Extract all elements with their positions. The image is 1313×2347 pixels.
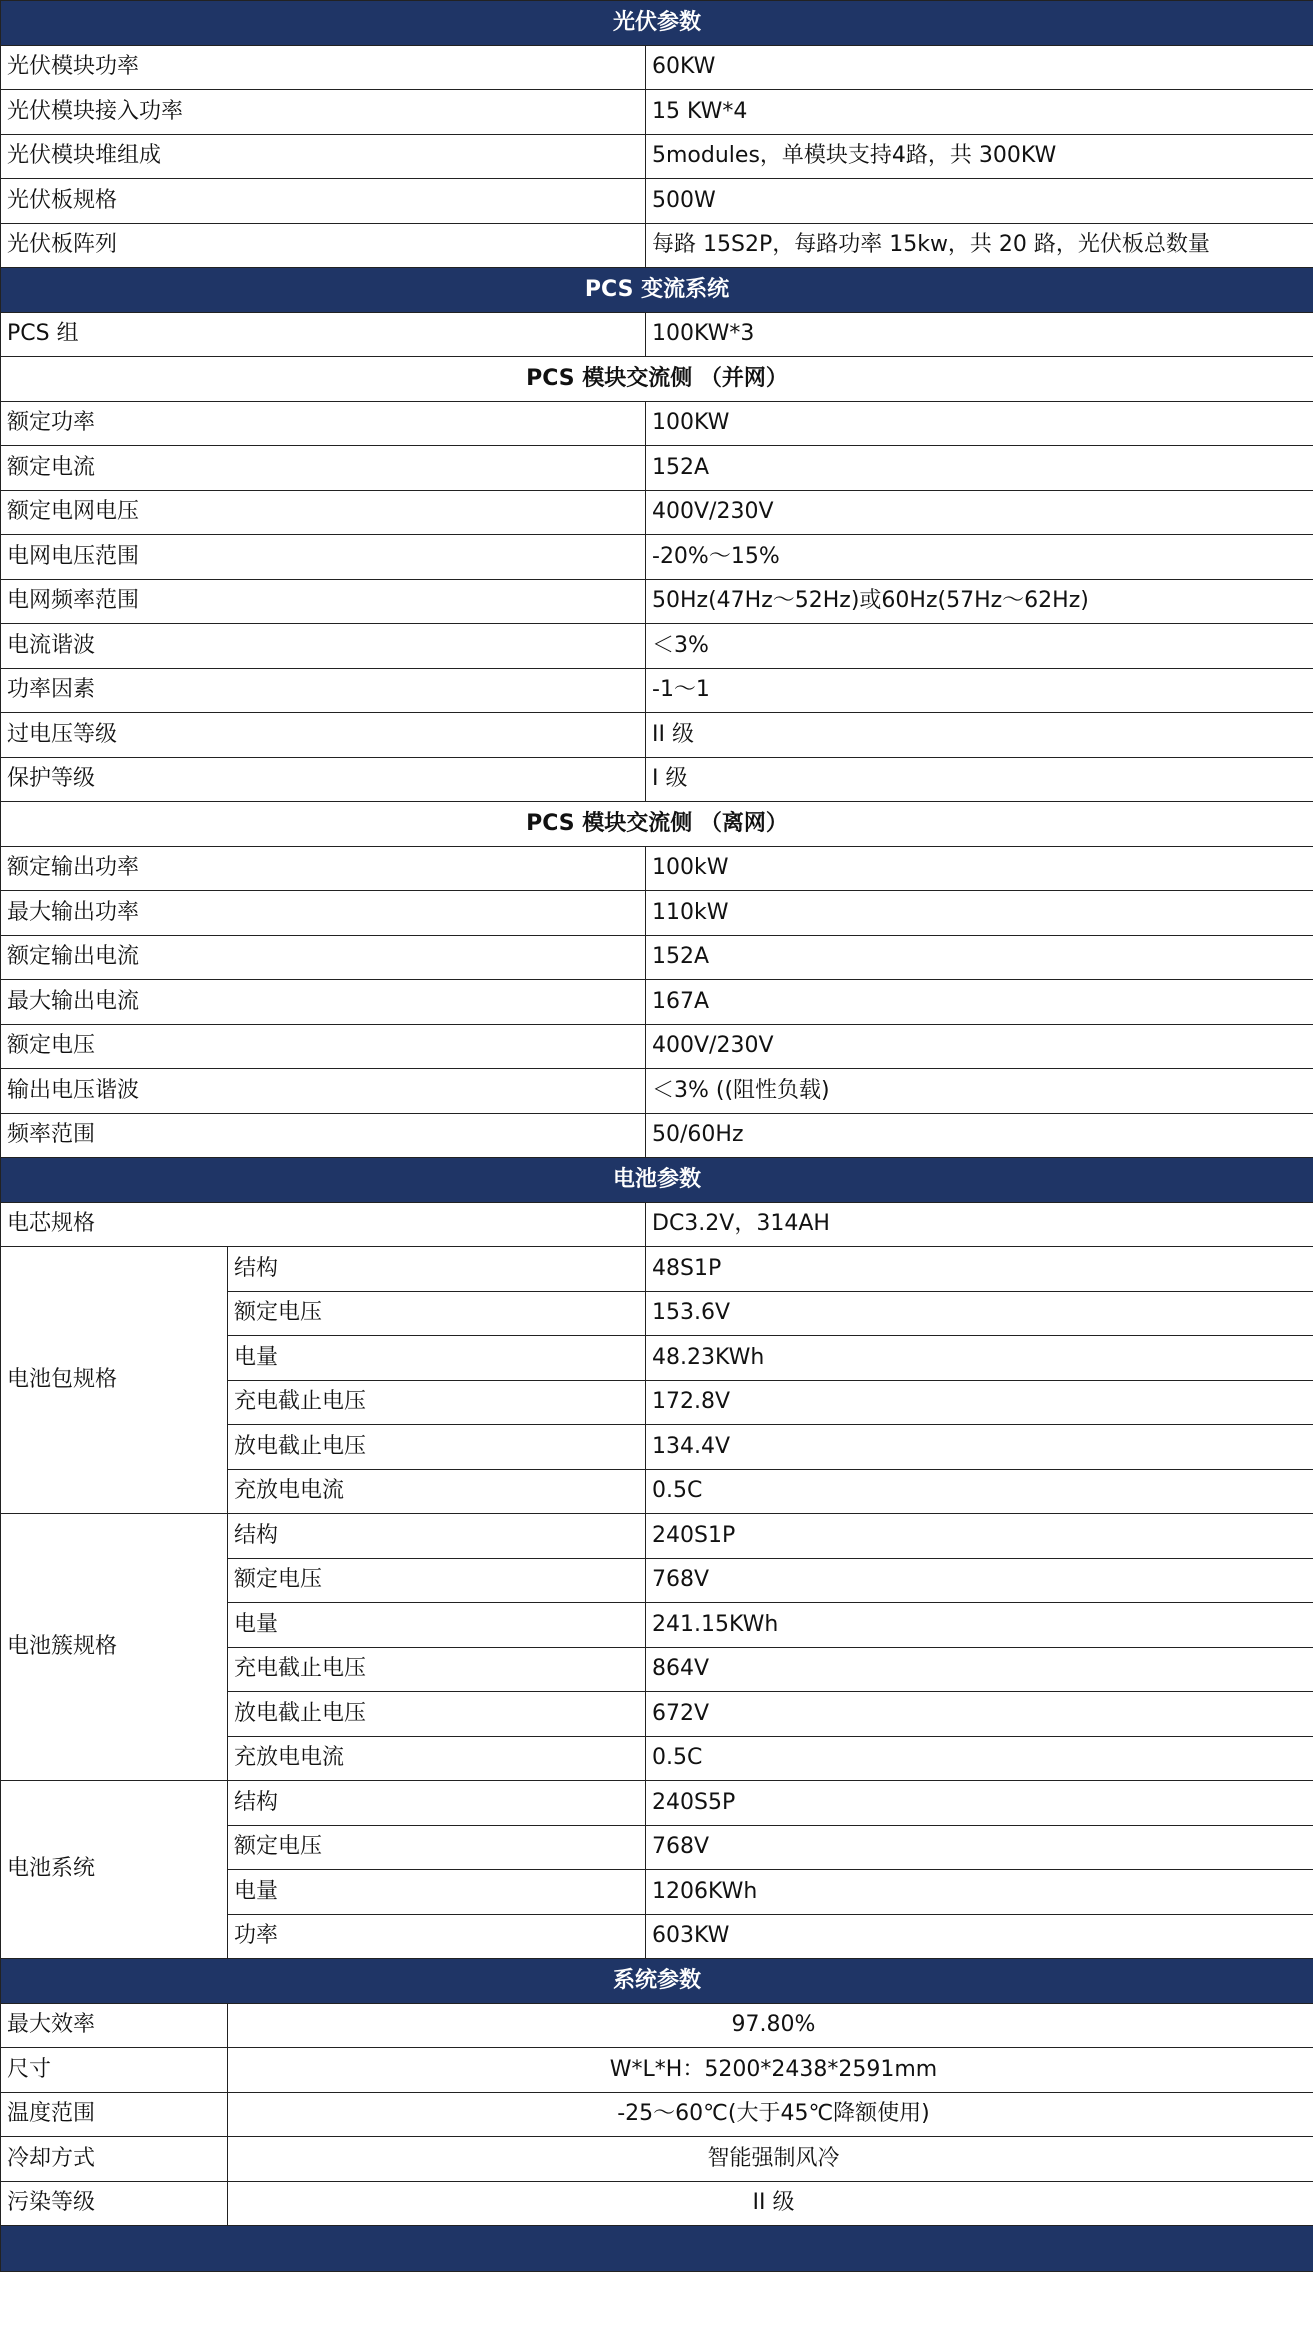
row-label: 额定电压 xyxy=(228,1825,646,1870)
table-row xyxy=(1,757,1313,802)
row-label: 额定输出功率 xyxy=(1,846,646,891)
table-row xyxy=(1,2003,1313,2048)
row-label: 光伏板规格 xyxy=(1,179,646,224)
row-value: 1206KWh xyxy=(646,1870,1313,1915)
row-value: 15 KW*4 xyxy=(646,90,1313,135)
row-value: 672V xyxy=(646,1692,1313,1737)
subsection-title: PCS 模块交流侧 （并网） xyxy=(1,357,1313,402)
table-row xyxy=(1,579,1313,624)
row-value: 400V/230V xyxy=(646,490,1313,535)
row-label: 额定电压 xyxy=(228,1291,646,1336)
table-row xyxy=(1,1113,1313,1158)
row-label: 最大效率 xyxy=(1,2003,228,2048)
row-value: 400V/230V xyxy=(646,1024,1313,1069)
section-title: 电池参数 xyxy=(1,1158,1313,1203)
group-label-system: 电池系统 xyxy=(1,1781,228,1959)
row-label: 冷却方式 xyxy=(1,2137,228,2182)
row-label: 功率因素 xyxy=(1,668,646,713)
table-row xyxy=(1,45,1313,90)
table-row xyxy=(1,2092,1313,2137)
group-label-cluster: 电池簇规格 xyxy=(1,1514,228,1781)
row-value: 97.80% xyxy=(228,2003,1313,2048)
table-row xyxy=(1,179,1313,224)
table-row xyxy=(1,1781,1313,1826)
row-value: I 级 xyxy=(646,757,1313,802)
row-label: 额定电网电压 xyxy=(1,490,646,535)
section-title: 系统参数 xyxy=(1,1959,1313,2004)
row-value: 603KW xyxy=(646,1914,1313,1959)
row-label: 电量 xyxy=(228,1870,646,1915)
row-label: 充电截止电压 xyxy=(228,1380,646,1425)
row-value: -20%～15% xyxy=(646,535,1313,580)
table-row xyxy=(1,90,1313,135)
row-value: 172.8V xyxy=(646,1380,1313,1425)
row-label: 光伏板阵列 xyxy=(1,223,646,268)
row-label: 过电压等级 xyxy=(1,713,646,758)
table-row xyxy=(1,1202,1313,1247)
table-row xyxy=(1,624,1313,669)
row-label: 最大输出电流 xyxy=(1,980,646,1025)
table-row xyxy=(1,935,1313,980)
footer-band xyxy=(1,2226,1313,2272)
row-value: 768V xyxy=(646,1558,1313,1603)
section-title: PCS 变流系统 xyxy=(1,268,1313,313)
row-value: -25～60℃(大于45℃降额使用) xyxy=(228,2092,1313,2137)
row-label: 结构 xyxy=(228,1514,646,1559)
row-value: 每路 15S2P，每路功率 15kw，共 20 路，光伏板总数量 xyxy=(646,223,1313,268)
subsection-header-off-grid xyxy=(1,802,1313,847)
table-row xyxy=(1,891,1313,936)
table-row xyxy=(1,1247,1313,1292)
row-value: DC3.2V，314AH xyxy=(646,1202,1313,1247)
table-row xyxy=(1,401,1313,446)
row-value: 50Hz(47Hz～52Hz)或60Hz(57Hz～62Hz) xyxy=(646,579,1313,624)
row-value: 240S5P xyxy=(646,1781,1313,1826)
row-label: 污染等级 xyxy=(1,2181,228,2226)
row-label: 频率范围 xyxy=(1,1113,646,1158)
table-row xyxy=(1,1024,1313,1069)
row-label: 充电截止电压 xyxy=(228,1647,646,1692)
table-row xyxy=(1,223,1313,268)
row-value: 100kW xyxy=(646,846,1313,891)
row-label: 光伏模块功率 xyxy=(1,45,646,90)
row-value: 110kW xyxy=(646,891,1313,936)
row-value: 152A xyxy=(646,446,1313,491)
row-label: 额定输出电流 xyxy=(1,935,646,980)
row-label: 放电截止电压 xyxy=(228,1425,646,1470)
row-label: 额定电压 xyxy=(228,1558,646,1603)
table-row xyxy=(1,713,1313,758)
table-row xyxy=(1,1514,1313,1559)
row-value: 50/60Hz xyxy=(646,1113,1313,1158)
row-label: PCS 组 xyxy=(1,312,646,357)
row-value: -1～1 xyxy=(646,668,1313,713)
table-row xyxy=(1,1069,1313,1114)
row-value: 167A xyxy=(646,980,1313,1025)
row-value: ＜3% xyxy=(646,624,1313,669)
row-value: W*L*H：5200*2438*2591mm xyxy=(228,2048,1313,2093)
row-value: II 级 xyxy=(646,713,1313,758)
row-label: 电网电压范围 xyxy=(1,535,646,580)
table-row xyxy=(1,134,1313,179)
section-header-pcs xyxy=(1,268,1313,313)
table-row xyxy=(1,2137,1313,2182)
table-row xyxy=(1,980,1313,1025)
section-header-system xyxy=(1,1959,1313,2004)
row-label: 功率 xyxy=(228,1914,646,1959)
table-row xyxy=(1,846,1313,891)
row-value: 134.4V xyxy=(646,1425,1313,1470)
row-label: 光伏模块堆组成 xyxy=(1,134,646,179)
subsection-title: PCS 模块交流侧 （离网） xyxy=(1,802,1313,847)
row-label: 最大输出功率 xyxy=(1,891,646,936)
row-label: 电芯规格 xyxy=(1,1202,646,1247)
row-value: ＜3% ((阻性负载) xyxy=(646,1069,1313,1114)
table-row xyxy=(1,2048,1313,2093)
row-label: 额定电压 xyxy=(1,1024,646,1069)
group-label-pack: 电池包规格 xyxy=(1,1247,228,1514)
row-value: 864V xyxy=(646,1647,1313,1692)
row-label: 电网频率范围 xyxy=(1,579,646,624)
row-value: 48S1P xyxy=(646,1247,1313,1292)
row-value: 0.5C xyxy=(646,1736,1313,1781)
row-value: II 级 xyxy=(228,2181,1313,2226)
row-label: 保护等级 xyxy=(1,757,646,802)
row-label: 输出电压谐波 xyxy=(1,1069,646,1114)
section-header-battery xyxy=(1,1158,1313,1203)
section-title: 光伏参数 xyxy=(1,1,1313,46)
row-label: 充放电电流 xyxy=(228,1469,646,1514)
row-label: 充放电电流 xyxy=(228,1736,646,1781)
row-value: 153.6V xyxy=(646,1291,1313,1336)
table-row xyxy=(1,2181,1313,2226)
row-label: 放电截止电压 xyxy=(228,1692,646,1737)
row-label: 额定功率 xyxy=(1,401,646,446)
row-label: 温度范围 xyxy=(1,2092,228,2137)
row-label: 额定电流 xyxy=(1,446,646,491)
row-value: 240S1P xyxy=(646,1514,1313,1559)
table-row xyxy=(1,312,1313,357)
row-value: 100KW*3 xyxy=(646,312,1313,357)
table-row xyxy=(1,668,1313,713)
row-label: 结构 xyxy=(228,1247,646,1292)
table-row xyxy=(1,446,1313,491)
row-value: 智能强制风冷 xyxy=(228,2137,1313,2182)
row-value: 0.5C xyxy=(646,1469,1313,1514)
row-value: 152A xyxy=(646,935,1313,980)
row-label: 电流谐波 xyxy=(1,624,646,669)
row-value: 241.15KWh xyxy=(646,1603,1313,1648)
section-header-pv xyxy=(1,1,1313,46)
row-value: 100KW xyxy=(646,401,1313,446)
row-value: 500W xyxy=(646,179,1313,224)
row-value: 5modules，单模块支持4路，共 300KW xyxy=(646,134,1313,179)
row-label: 电量 xyxy=(228,1603,646,1648)
row-value: 768V xyxy=(646,1825,1313,1870)
row-label: 电量 xyxy=(228,1336,646,1381)
table-row xyxy=(1,535,1313,580)
table-row xyxy=(1,490,1313,535)
row-label: 尺寸 xyxy=(1,2048,228,2093)
row-label: 光伏模块接入功率 xyxy=(1,90,646,135)
footer-bar xyxy=(1,2226,1313,2272)
row-label: 结构 xyxy=(228,1781,646,1826)
row-value: 60KW xyxy=(646,45,1313,90)
subsection-header-on-grid xyxy=(1,357,1313,402)
row-value: 48.23KWh xyxy=(646,1336,1313,1381)
